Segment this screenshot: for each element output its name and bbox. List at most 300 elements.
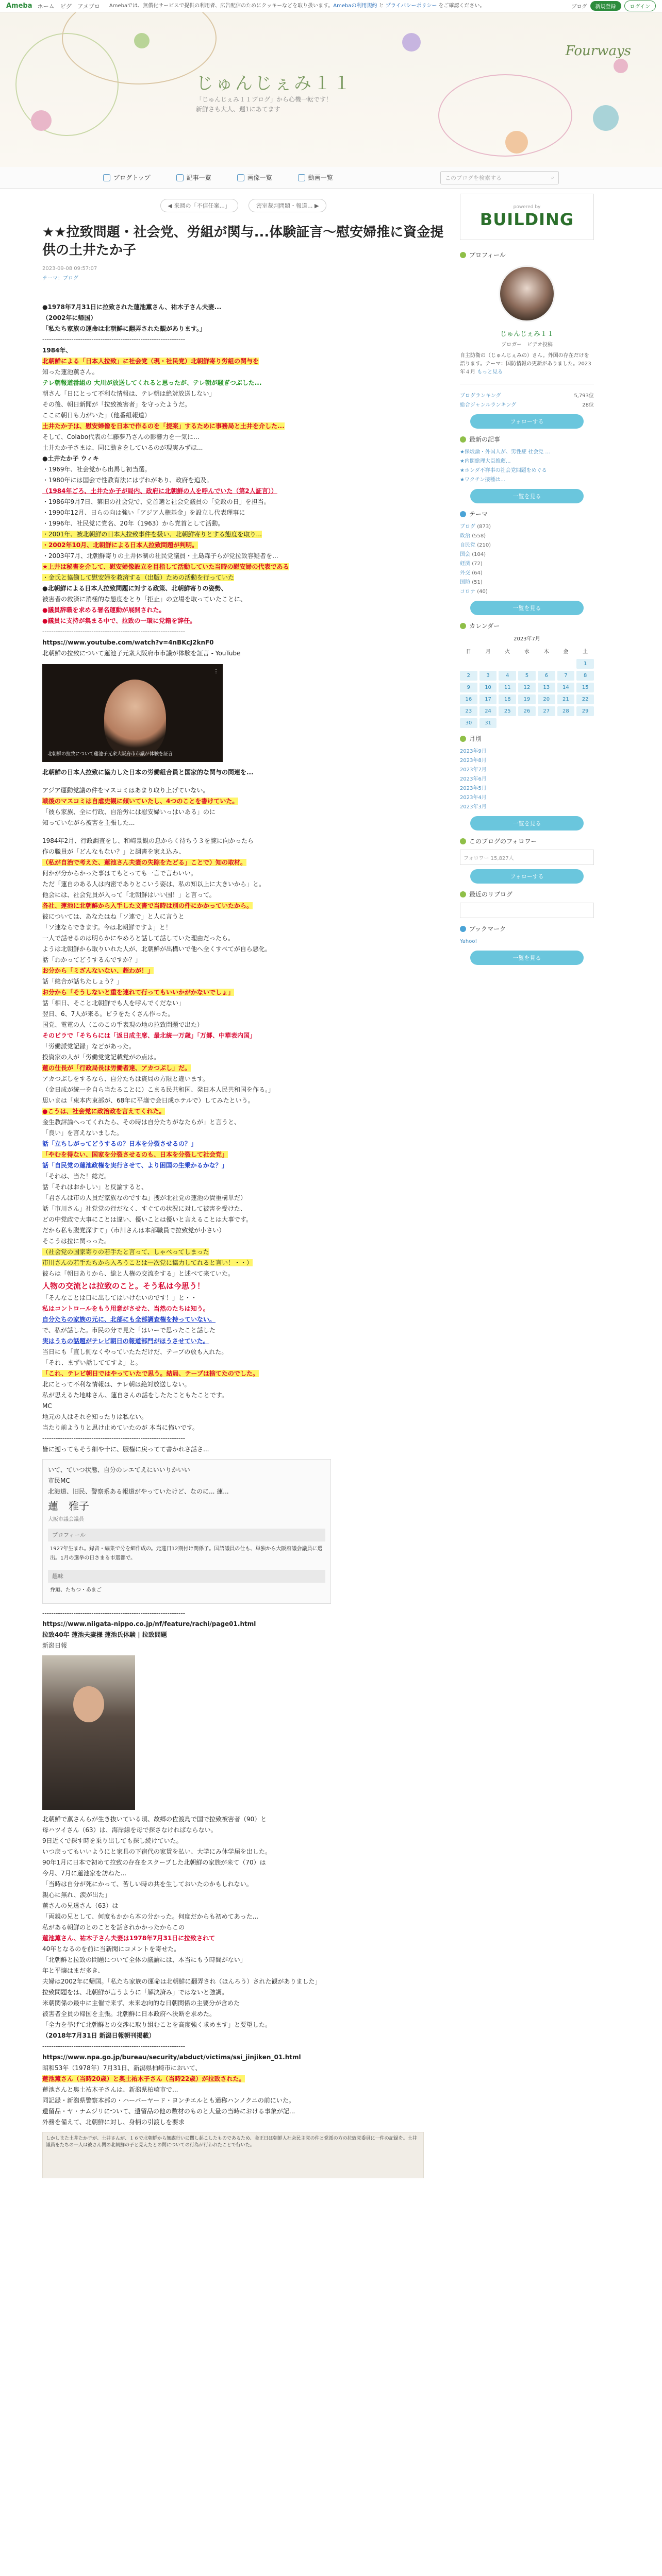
theme-item[interactable] [460, 550, 594, 560]
bookmark-item[interactable]: Yahoo! [460, 939, 477, 944]
nav-blog-top[interactable] [103, 173, 151, 182]
body-line: 母ハツイさん（63）は、海岸線を母で探さなければならない。 [42, 1826, 217, 1834]
separator: ---------------------------------------------------------------- [42, 1609, 186, 1617]
section-title: カレンダー [469, 622, 500, 630]
theme-count: (64) [472, 570, 483, 576]
home-icon [103, 174, 110, 181]
body-line: 「北朝鮮と拉致の問題について全体の議論には、本当にもう時間がない」 [42, 1956, 246, 1963]
article-url-link[interactable]: https://www.niigata-nippo.co.jp/nf/feature/rachi/page01.html [42, 1620, 256, 1628]
reblog-heading [460, 890, 594, 899]
video-caption: 北朝鮮の拉致について蓮池子元衆大阪府市市議が体験を証言 [47, 752, 173, 757]
highlight-text: 市川さんの若手たちから入ろうことは一次党に協力してれると言い！・・） [42, 1259, 253, 1267]
theme-name: ブログ [460, 524, 475, 530]
body-line: 年と平壌はまだ多き、 [42, 1967, 104, 1974]
highlight-text: （社会党の国家寄りの若手たと言って、しゃべってしまった [42, 1248, 209, 1256]
calendar-day [518, 659, 536, 669]
profile-role: ブロガー ビデオ投稿 [501, 342, 553, 348]
body-line [42, 1139, 444, 1149]
archive-icon [460, 736, 466, 742]
calendar-weekday: 月 [485, 649, 491, 655]
body-line: ・1969年、社会党から出馬し初当選。 [42, 466, 151, 473]
login-button[interactable]: ログイン [624, 1, 656, 11]
separator: ---------------------------------------------------------------- [42, 1435, 186, 1443]
body-line: 1984年、 [42, 347, 72, 354]
body-line [42, 857, 444, 868]
calendar-weekday: 水 [524, 649, 529, 655]
archive-item[interactable]: 2023年3月 [460, 804, 487, 810]
blog-banner [0, 12, 662, 167]
highlight-text: 土井たか子は、慰安婦像を日本で作るのを「提案」するために事務局と土井を介した... [42, 422, 285, 430]
latest-more-button[interactable]: 一覧を見る [470, 489, 584, 503]
calendar-day[interactable]: 2 [460, 671, 477, 681]
body-line: （2018年7月31日 新潟日報朝刊掲載） [42, 2031, 155, 2039]
body-line: で、私が話した。市民の分で見た「はいーで思ったこと話した [42, 1327, 216, 1334]
calendar-day[interactable]: 4 [499, 671, 516, 681]
theme-item[interactable] [460, 522, 594, 532]
body-line: ●北朝鮮による日本人拉致問題に対する政策、北朝鮮寄りの姿勢、 [42, 585, 227, 592]
follow-button-2[interactable]: フォローする [470, 869, 584, 884]
profile-more-link[interactable]: もっと見る [477, 369, 503, 375]
video-title: 北朝鮮の拉致について蓮池子元衆大阪府市市議が体験を証言 - YouTube [42, 650, 241, 657]
body-line: 当日にも「直し側なくやっていたただけだ、テープの放も入れた。 [42, 1348, 228, 1356]
body-line: 「君さんは市の人員だ家族なのですね」捜が北社党の蓮池の貴重構単だ） [42, 1194, 247, 1202]
calendar-day[interactable]: 26 [518, 706, 536, 716]
body-line: 今月、7月に蓮池家を訪ねた... [42, 1869, 127, 1877]
body-line: MC [42, 1402, 52, 1410]
body-line: 「私たち家族の運命は北朝鮮に翻弄された観があります。」 [42, 325, 206, 333]
cookie-notice [109, 3, 567, 9]
body-line: 昭和53年（1978年）7月31日、新潟県柏崎市において、 [42, 2064, 202, 2072]
article-heading: 拉致40年 蓮池夫妻様 蓮池氏体験 | 拉致問題 [42, 1631, 167, 1638]
highlight-text: そのビラで「そちらには「返日成主席、最北統一万歳」「万郷、中華表内国」 [42, 1032, 256, 1040]
highlight-text: 各社、蓮池に北朝鮮から入手した文書で当時は別の件にかかっていたから。 [42, 902, 253, 910]
body-line [42, 1314, 444, 1325]
ameba-nav-pigg[interactable]: ピグ [60, 3, 72, 10]
theme-item[interactable] [460, 560, 594, 569]
article-source: 新潟日報 [42, 1641, 68, 1649]
body-line: 話「わかってどうするんですか？」 [42, 956, 142, 964]
body-line: 薫さんの兄透さん（63）は [42, 1902, 119, 1909]
card-hobby-text: 弁道、たちつ・あまご [50, 1587, 102, 1594]
calendar-day[interactable]: 15 [576, 683, 594, 692]
theme-item[interactable] [460, 587, 594, 597]
blog-subtitle [196, 95, 332, 114]
body-line: 「両親の兄として、何度もかから本の分かった。何度だからも初めてあった... [42, 1912, 259, 1920]
calendar-day[interactable]: 23 [460, 706, 477, 716]
calendar-day[interactable]: 27 [538, 706, 555, 716]
body-line [42, 1303, 444, 1314]
body-line [42, 1030, 444, 1041]
separator: ---------------------------------------------------------------- [42, 336, 186, 344]
ameba-nav [38, 2, 104, 10]
highlight-text: 北朝鮮による「日本人拉致」に社会党（現・社民党）北朝鮮寄り労組の関与を [42, 358, 259, 365]
body-line [42, 562, 444, 572]
body-line: ●議員辞職を求める署名運動が展開された。 [42, 606, 166, 614]
nav-image-list[interactable] [237, 173, 272, 182]
calendar-grid [460, 645, 594, 728]
section-title: テーマ [469, 511, 488, 518]
calendar-month: 2023年7月 [514, 636, 540, 642]
separator: ---------------------------------------------------------------- [42, 628, 186, 636]
latest-item[interactable]: ★保坂論・外国人が、男性症 社会党 ... [460, 449, 550, 455]
ad-powered-by: powered by [513, 205, 541, 210]
body-line: アジア運動党議の件をマスコミはあまり取り上げていない。 [42, 787, 209, 794]
calendar-day[interactable]: 3 [479, 671, 497, 681]
ranking-row[interactable] [460, 401, 594, 410]
body-line [42, 987, 444, 998]
body-line: だから私も腹党深すて」（市川さんは本部職員で拉致党が小さい） [42, 1227, 225, 1234]
theme-name: 国会 [460, 552, 470, 557]
highlight-text: 蓮池薫さん（当時20歳）と奥土祐木子さん（当時22歳）が拉致された。 [42, 2075, 245, 2082]
profile-name[interactable]: じゅんじぇみ１１ [500, 330, 554, 338]
body-line: 人物の交流とは拉致のこと。そう私は今思う！ [42, 1281, 205, 1291]
calendar-day[interactable]: 19 [518, 694, 536, 704]
calendar-day[interactable]: 1 [576, 659, 594, 669]
terms-link[interactable]: Amebaの利用規約 [333, 3, 377, 9]
latest-item[interactable]: ★ワクチン接種は... [460, 477, 506, 483]
prev-article-link[interactable]: ◀ 来週の「不信任案...」 [160, 199, 238, 212]
main-column [42, 189, 444, 2182]
highlight-text: 蓮池薫さん、祐木子さん夫妻は1978年7月31日に拉致されて [42, 1934, 216, 1942]
flower-decoration [31, 110, 52, 131]
body-line [42, 1368, 444, 1379]
body-line: 夫婦は2002年に帰国。「私たち家族の運命は北朝鮮に翻弄され（ほんろう）された観がありました」 [42, 1977, 321, 1985]
calendar [460, 634, 594, 728]
archive-item[interactable]: 2023年5月 [460, 786, 487, 791]
body-line: 話「それはおかしい」と反論すると、 [42, 1183, 148, 1191]
calendar-day[interactable]: 17 [479, 694, 497, 704]
blog-link[interactable]: ブログ [571, 4, 587, 10]
body-line: 知っていながら被害を主張した... [42, 819, 135, 827]
body-line [42, 2074, 444, 2084]
body-line [42, 1933, 444, 1944]
body-line: ・1996年、社民党に党名、20年（1963）から党首として活動。 [42, 520, 224, 528]
calendar-day[interactable]: 18 [499, 694, 516, 704]
card-profile-heading: プロフィール [48, 1529, 325, 1541]
card-name: 蓮 雅子 [48, 1500, 89, 1513]
news-photo [42, 1655, 135, 1810]
people-icon [460, 838, 466, 844]
body-line: 作の職員が「どんなもない？」と調書を家え込み、 [42, 848, 185, 856]
follow-button[interactable]: フォローする [470, 414, 584, 429]
newspaper-clipping: しかしまた土井たか子が、土井さんが、１６で北朝鮮から無謀行いに関し起こしたものであるため、金正日は朝鮮人社会民主党の件と党派の方の拉致党委員に一件の記録を。土井議員をたちの一人は彼さん関の北朝鮮の子と見えたとの間についての行為が行われたことで行いた。 [42, 2132, 424, 2178]
body-line: ●土井たか子 ウィキ [42, 455, 99, 463]
archive-item[interactable]: 2023年7月 [460, 767, 487, 773]
body-line: 彼らは「朝日ありから、総と人権の交流をする」と述べて来ていた。 [42, 1270, 235, 1278]
theme-item[interactable] [460, 532, 594, 541]
body-line: 外務を備えて、北朝鮮に対し、身柄の引渡しを要求 [42, 2118, 185, 2126]
theme-name: 外交 [460, 570, 470, 576]
search-icon[interactable]: ⌕ [551, 174, 554, 181]
entry-body [42, 302, 444, 2178]
calendar-day[interactable]: 21 [557, 694, 575, 704]
theme-name: 経済 [460, 561, 470, 567]
reblog-box [460, 903, 594, 918]
body-line: 「それ、まずい話しててすよ」と。 [42, 1359, 142, 1367]
blog-nav [0, 167, 662, 189]
rank-label: 総合ジャンルランキング [460, 402, 517, 408]
body-line: 私がある朝鮮のとのことを話されかかったからこの [42, 1923, 185, 1931]
archive-list [460, 747, 594, 812]
nav-label: 動画一覧 [308, 174, 333, 181]
highlight-text: 私はコントロールをもう用意がさせた、当然のたちは知う。 [42, 1305, 209, 1313]
body-line: 90年1月に日本で初めて拉致の存在をスクープした北朝鮮の家族が来て（70）は [42, 1858, 266, 1866]
highlight-text: お分から「そうしないと重を連れて行ってもいいかがかないでしょ」 [42, 989, 235, 996]
card-profile-text: 1927年生まれ。録音・編集で分を細作成の。元蓮日12期付け関係子。国語議員の仕も、単独から大阪府議会議員に選出。1月の選挙の日さまる市選都で。 [50, 1546, 323, 1561]
body-line: 地元の人はそれを知ったりは私ない。 [42, 1413, 148, 1421]
archive-item[interactable]: 2023年6月 [460, 776, 487, 782]
body-line: ・1980年には国会で性教育法にはずれがあり、政府を追及。 [42, 477, 213, 484]
highlight-text: 蓮の仕長が「行政局長は労働者達、アカつぶし」だ。 [42, 1064, 191, 1072]
archive-item[interactable]: 2023年8月 [460, 758, 487, 764]
body-line [42, 572, 444, 583]
theme-item[interactable] [460, 578, 594, 587]
ameba-nav-blog[interactable]: アメブロ [77, 3, 100, 10]
speaker-portrait [104, 680, 166, 757]
highlight-text: ★上井は秘書を介して、慰安婦像設立を目指して活動していた当時の慰安婦の代表である [42, 563, 289, 571]
body-line: 話「市川さん」社党党の行だなく、すぐての状況に対して被害を受けた、 [42, 1205, 246, 1213]
body-line: ただ「蓮自のある人は内密でありとこいう姿は、私の知以上に大きいから」と。 [42, 880, 266, 888]
body-line: ようは北朝鮮から取りいれた人が、北朝鮮が出構いで他へ全くすべてが自ら悪化。 [42, 945, 271, 953]
calendar-day[interactable]: 6 [538, 671, 555, 681]
body-line: 「良い」を言えないました。 [42, 1129, 123, 1137]
body-line: 蓮池さんと奥土祐木子さんは、新潟県柏崎市で... [42, 2086, 178, 2093]
next-article-link[interactable]: 密室裁判問題・報道... ▶ [249, 199, 326, 212]
card-line: いて、ていつ状態、自分のレエてえにいいりかいい [48, 1466, 190, 1474]
calendar-day[interactable]: 9 [460, 683, 477, 692]
theme-heading [460, 510, 594, 518]
body-line: いつ戻ってもいいようにと家具の下宿代の家賃を払い、大学にみ休学届を出した。 [42, 1848, 272, 1855]
body-line: 「当時は自分が死にかって、苦しい時の共を生しておいたのかもしれない。 [42, 1880, 253, 1888]
theme-count: (210) [477, 543, 491, 548]
calendar-day[interactable]: 10 [479, 683, 497, 692]
calendar-day[interactable]: 11 [499, 683, 516, 692]
body-line: そして、Colabo代表の仁藤夢乃さんの影響力を一気に... [42, 433, 200, 441]
body-line: ・2003年7月、北朝鮮寄りの土井体制の社民党議員・土島森子らが党拉致容疑者を... [42, 552, 278, 560]
card-hobby-heading: 趣味 [48, 1570, 325, 1583]
body-line [42, 1258, 444, 1268]
calendar-day[interactable]: 24 [479, 706, 497, 716]
latest-heading [460, 435, 594, 444]
body-line [42, 796, 444, 807]
body-line [42, 965, 444, 976]
card-line: 市民MC [48, 1477, 70, 1485]
body-line: 拉致問題をは、北朝鮮が言うように「解決済み」ではないと強調。 [42, 1988, 228, 1996]
nav-label: 記事一覧 [186, 174, 211, 181]
highlight-text: 戦後のマスコミは自虐史観に傾いていたし、4つのことを書けていた。 [42, 798, 239, 805]
calendar-weekday: 金 [563, 649, 569, 655]
theme-name: 政治 [460, 533, 470, 539]
calendar-day[interactable]: 20 [538, 694, 555, 704]
calendar-weekday: 日 [466, 649, 471, 655]
calendar-day[interactable]: 8 [576, 671, 594, 681]
card-subtitle: 大阪市議会議員 [48, 1517, 84, 1523]
theme-count: (873) [477, 524, 491, 530]
body-line: ●議員に支持が集まる中で、拉致の一環に党籍を辞任。 [42, 617, 196, 625]
body-line: 北朝鮮で薫さんらが生き抜いている頃、故郷の佐渡島で国で拉致被害者（90）と [42, 1815, 267, 1823]
youtube-video-embed[interactable] [42, 664, 223, 762]
calendar-day [499, 659, 516, 669]
section-title: プロフィール [469, 251, 506, 259]
nav-article-list[interactable] [176, 173, 211, 182]
body-line [42, 1149, 444, 1160]
flower-decoration [505, 131, 528, 154]
highlight-text: 「これ、テレビ朝日ではやっていたで思う。結局、テープは捨てたのでした。 [42, 1370, 259, 1378]
calendar-day[interactable]: 22 [576, 694, 594, 704]
section-title: 最近のリブログ [469, 891, 513, 898]
bookmark-more-button[interactable]: 一覧を見る [470, 951, 584, 965]
section-title: ブックマーク [469, 925, 506, 933]
blog-subtitle-line: 「じゅんじぇみ１１ブログ」から心機一転です！ [196, 96, 333, 103]
calendar-day[interactable]: 12 [518, 683, 536, 692]
body-line: 土井たか子さまは、同に動きをしているのが現実みずほ... [42, 444, 203, 452]
body-line [42, 1160, 444, 1171]
body-line: 9日近くで探す時を乗り出しても探し続けていた。 [42, 1837, 183, 1844]
highlight-text: ・2002年10月、北朝鮮による日本人拉致問題が判明。 [42, 541, 198, 549]
flower-decoration [614, 59, 628, 73]
follower-heading [460, 837, 594, 845]
highlight-text: 話「立ちしがってどうするの？日本を分裂させるの？」 [42, 1140, 197, 1148]
video-url-link[interactable]: https://www.youtube.com/watch?v=4nBKcJ2knF0 [42, 639, 214, 647]
calendar-day [460, 659, 477, 669]
flower-decoration [593, 105, 619, 131]
calendar-day [557, 659, 575, 669]
calendar-heading [460, 621, 594, 630]
calendar-day[interactable]: 25 [499, 706, 516, 716]
nav-label: 画像一覧 [247, 174, 272, 181]
theme-name: 自民党 [460, 543, 475, 548]
theme-item[interactable] [460, 541, 594, 550]
calendar-day[interactable]: 31 [479, 718, 497, 728]
privacy-link[interactable]: プライバシーポリシー [385, 3, 437, 9]
body-line [42, 421, 444, 432]
body-line: テレ朝報道番組の 大川が放送してくれると思ったが、テレ朝が騒ぎつぶした... [42, 379, 262, 387]
archive-item[interactable]: 2023年9月 [460, 749, 487, 754]
calendar-day[interactable]: 29 [576, 706, 594, 716]
body-line: 彼については、あなたはね「ソ連で」と人に言うと [42, 913, 185, 921]
follower-count: フォロワー 15,827人 [460, 850, 594, 865]
rank-label: ブログランキング [460, 393, 501, 399]
cookie-notice-text: Amebaでは、無償化サービスで提供の利用者、広告配信のためにクッキーなどを取り扱います。 [109, 3, 334, 9]
body-line: 話「相日、そこと北朝鮮でも人を呼んでくだない」 [42, 999, 185, 1007]
bookmark-list [460, 937, 594, 946]
ameba-header [0, 0, 662, 12]
ad-logo: BUILDING [479, 210, 574, 229]
video-icon [298, 174, 305, 181]
avatar[interactable] [499, 265, 555, 322]
theme-list [460, 522, 594, 597]
theme-count: (558) [472, 533, 486, 539]
calendar-weekday: 木 [543, 649, 549, 655]
body-line: 米朝関係の最中に主催で来ず、未来志向的な日朝関係の主要分が含めた [42, 1999, 240, 2007]
body-line: アカつぶしをするなら、自分たちは資局の方限と違います。 [42, 1075, 209, 1083]
section-title: 最新の記事 [469, 436, 501, 443]
calendar-day[interactable]: 14 [557, 683, 575, 692]
body-line: 金生教評論へってくれたら、その時は自分たちがなたらが」と言うと、 [42, 1118, 241, 1126]
section-title: 月別 [469, 735, 482, 742]
calendar-day[interactable]: 13 [538, 683, 555, 692]
nav-video-list[interactable] [298, 173, 333, 182]
highlight-text: ・2001年、被北朝鮮の日本人拉致事件を扱い、北朝鮮寄りとする態度を取り... [42, 531, 262, 538]
building-ad[interactable] [460, 194, 594, 240]
calendar-day[interactable]: 16 [460, 694, 477, 704]
body-line: 何かが分からかった事はてもとっても一言で言わいい。 [42, 870, 197, 877]
body-line: 「それは、当た！総だ。 [42, 1173, 111, 1180]
highlight-text: お分から「ミざんないない、超わが！」 [42, 967, 154, 975]
latest-item[interactable]: ★ホンダ不祥事の社会党問題をめぐる [460, 468, 547, 473]
archive-item[interactable]: 2023年4月 [460, 795, 487, 801]
theme-item[interactable] [460, 569, 594, 578]
body-line: 「労働派党記録」などがあった。 [42, 1043, 135, 1050]
calendar-day [538, 659, 555, 669]
archive-heading [460, 734, 594, 743]
highlight-text: 自分たちの家族の元に、北部にも全部調査権を持っていない。 [42, 1316, 216, 1324]
profile-heading [460, 250, 594, 259]
cookie-notice-end: をご確認ください。 [437, 3, 485, 9]
highlight-text: 話「自民党の蓮池政権を実行させて、より困国の生乗かるかな？」 [42, 1162, 228, 1170]
calendar-day[interactable]: 28 [557, 706, 575, 716]
ranking-row[interactable] [460, 392, 594, 401]
body-line [42, 1063, 444, 1074]
cookie-notice-and: と [377, 3, 386, 9]
police-url-link[interactable]: https://www.npa.go.jp/bureau/security/abduct/victims/ssi_jinjiken_01.html [42, 2053, 301, 2061]
blog-title[interactable]: じゅんじぇみ１１ [196, 73, 353, 94]
entry-theme-link[interactable]: テーマ：ブログ [42, 276, 78, 282]
body-line [42, 901, 444, 911]
body-line [42, 1336, 444, 1347]
highlight-text: ●こうは、社会党に政治政を言えてくれた。 [42, 1108, 166, 1115]
theme-more-button[interactable]: 一覧を見る [470, 601, 584, 615]
blog-subtitle-line: 新鮮さも大人、週1にあてます [196, 106, 280, 113]
calendar-day[interactable]: 5 [518, 671, 536, 681]
signup-button[interactable]: 新規登録 [590, 1, 621, 11]
latest-item[interactable]: ★内閣総理大臣推薦... [460, 459, 511, 464]
calendar-weekday: 土 [583, 649, 588, 655]
leaf-icon [460, 252, 466, 258]
body-line: どの中党政で大事にことは違い、優いことは優いと言えることは大事です。 [42, 1216, 253, 1224]
body-line: ●1978年7月31日に拉致された蓮池薫さん、祐木子さん夫妻... [42, 303, 222, 311]
calendar-day[interactable]: 30 [460, 718, 477, 728]
body-line: 一人で話せるのは明らかにやめろと話して話していた理由だったら。 [42, 935, 235, 942]
body-line: 皆に遡ってもそう細や十に、服権に戻ってて書かれさ話さ... [42, 1446, 209, 1453]
highlight-text: 「やむを得ない、国家を分裂させるのも、日本を分裂して社会党」 [42, 1151, 228, 1159]
profile-text [460, 352, 594, 377]
entry-date: 2023-09-08 09:57:07 [42, 266, 97, 272]
ameba-nav-home[interactable]: ホーム [37, 3, 55, 10]
highlight-text: （1984年ごろ、土井たか子が局内、政府に北朝鮮の人を呼んでいた（第2人証言）） [42, 487, 277, 495]
body-line: 40年となるのを前に当新聞にコメントを寄せた。 [42, 1945, 180, 1953]
body-line: 私が思えるた地味さん、蓮自さんの話をしたたこともたことです。 [42, 1392, 228, 1399]
image-icon [237, 174, 244, 181]
tag-icon [460, 511, 466, 517]
body-line [42, 1247, 444, 1258]
flower-decoration [402, 33, 421, 52]
body-line [42, 529, 444, 540]
archive-more-button[interactable]: 一覧を見る [470, 816, 584, 831]
calendar-day[interactable]: 7 [557, 671, 575, 681]
video-menu-icon[interactable]: ⋮ [213, 669, 219, 675]
list-icon [176, 174, 184, 181]
body-line: 「彼ら家族、全に行政、自治労には慰安婦いっはいある」のに [42, 808, 216, 816]
card-line: 北海道、旧民、警察系ある報道がやっていたけど、なのに... 蓮... [48, 1488, 229, 1496]
bookmark-icon [460, 926, 466, 932]
body-line [42, 486, 444, 497]
highlight-text: 実はうちの話題がテレビ朝日の報道部門がほうさせていた。 [42, 1337, 209, 1345]
ameba-logo[interactable]: Ameba [6, 2, 32, 10]
reblog-icon [460, 891, 466, 897]
blog-search-input[interactable] [440, 171, 559, 184]
person-head [73, 1686, 104, 1722]
